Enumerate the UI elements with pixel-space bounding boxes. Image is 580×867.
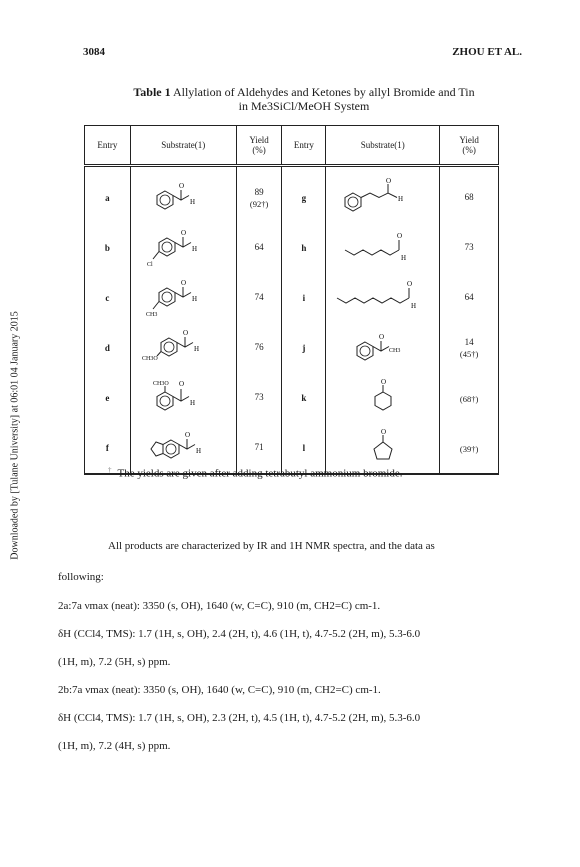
table-row: [85, 323, 499, 373]
piperonal-structure: [141, 426, 225, 470]
substrate-structure: [326, 273, 440, 323]
svg-text:H: H: [192, 295, 198, 303]
substrate-structure: [326, 166, 440, 224]
chlorobenzaldehyde-structure: [143, 226, 223, 270]
cinnamaldehyde-structure: [333, 178, 433, 218]
yield-value: 71: [236, 423, 282, 474]
svg-text:O: O: [179, 182, 185, 190]
body-intro-cont: following:: [58, 571, 104, 583]
acetophenone-structure: [343, 328, 423, 368]
table-row: [85, 373, 499, 423]
entry-label: k: [282, 373, 326, 423]
svg-text:CH3: CH3: [388, 348, 401, 354]
hexanal-structure: [333, 228, 433, 268]
table-header-row: [85, 126, 499, 166]
svg-text:O: O: [406, 280, 412, 288]
svg-text:H: H: [190, 198, 196, 206]
substrate-structure: [130, 166, 236, 224]
svg-text:H: H: [192, 245, 198, 253]
substrate-structure: [130, 223, 236, 273]
entry-label: c: [85, 273, 131, 323]
yield-value: 73: [440, 223, 499, 273]
svg-text:O: O: [181, 229, 187, 237]
compound-2b-nmr: δH (CCl4, TMS): 1.7 (1H, s, OH), 2.3 (2H, t), 4.5 (1H, t), 4.7-5.2 (2H, m), 5.3-6.0: [58, 712, 421, 724]
entry-label: e: [85, 373, 131, 423]
svg-text:H: H: [410, 302, 416, 310]
svg-text:CH3: CH3: [146, 312, 158, 318]
yield-value: 68: [440, 166, 499, 224]
svg-text:O: O: [385, 178, 391, 185]
results-table: [84, 125, 499, 475]
entry-label: h: [282, 223, 326, 273]
anisaldehyde-structure: [141, 326, 225, 370]
table-caption: [84, 85, 524, 113]
yield-value: 74: [236, 273, 282, 323]
substrate-structure: [326, 223, 440, 273]
yield-value: (39†): [440, 423, 499, 474]
svg-text:O: O: [396, 232, 402, 240]
table-row: [85, 273, 499, 323]
substrate-structure: [130, 373, 236, 423]
compound-2b-ir: 2b:7a νmax (neat): 3350 (s, OH), 1640 (w, C=C), 910 (m, CH2=C) cm-1.: [58, 684, 381, 696]
benzaldehyde-structure: [143, 178, 223, 218]
svg-text:O: O: [179, 380, 185, 388]
heptanal-structure: [331, 278, 435, 318]
svg-text:H: H: [194, 345, 200, 353]
compound-2a-nmr-cont: (1H, m), 7.2 (5H, s) ppm.: [58, 656, 171, 668]
cyclopentanone-structure: [353, 426, 413, 470]
entry-label: l: [282, 423, 326, 474]
svg-text:H: H: [190, 399, 196, 407]
entry-label: b: [85, 223, 131, 273]
table-title: Allylation of Aldehydes and Ketones by allyl Bromide and Tin: [172, 85, 475, 99]
col-header-substrate: Substrate(1): [326, 126, 440, 166]
yield-value: 64: [236, 223, 282, 273]
body-intro: All products are characterized by IR and 1H NMR spectra, and the data as: [108, 540, 435, 552]
methoxybenzaldehyde-structure: [143, 376, 223, 420]
entry-label: g: [282, 166, 326, 224]
table-label: Table 1: [133, 85, 171, 99]
entry-label: a: [85, 166, 131, 224]
svg-text:O: O: [378, 333, 384, 341]
running-head: ZHOU ET AL.: [452, 46, 522, 58]
svg-text:O: O: [183, 329, 189, 337]
entry-label: i: [282, 273, 326, 323]
yield-value: (68†): [440, 373, 499, 423]
svg-text:H: H: [397, 195, 403, 203]
table-footnote: † The yields are given after adding tetrabutyl ammonium bromide.: [108, 466, 403, 480]
tolualdehyde-structure: [143, 276, 223, 320]
compound-2b-nmr-cont: (1H, m), 7.2 (4H, s) ppm.: [58, 740, 171, 752]
svg-text:H: H: [400, 254, 406, 262]
substrate-structure: [130, 323, 236, 373]
substrate-structure: [326, 373, 440, 423]
page-number: 3084: [83, 46, 105, 58]
svg-text:Cl: Cl: [147, 262, 153, 268]
svg-text:CH3O: CH3O: [153, 381, 169, 387]
substrate-structure: [326, 323, 440, 373]
download-note: Downloaded by [Tulane University] at 06:01 04 January 2015: [9, 311, 21, 560]
svg-text:O: O: [380, 428, 386, 436]
yield-value: 14 (45†): [440, 323, 499, 373]
col-header-entry: Entry: [85, 126, 131, 166]
svg-text:O: O: [380, 378, 386, 386]
yield-value: 76: [236, 323, 282, 373]
table-row: [85, 166, 499, 224]
entry-label: d: [85, 323, 131, 373]
col-header-yield: Yield (%): [440, 126, 499, 166]
svg-text:H: H: [196, 447, 202, 455]
table-row: [85, 223, 499, 273]
table-title-line2: in Me3SiCl/MeOH System: [238, 99, 370, 113]
cyclohexanone-structure: [353, 376, 413, 420]
entry-label: j: [282, 323, 326, 373]
compound-2a-nmr: δH (CCl4, TMS): 1.7 (1H, s, OH), 2.4 (2H, t), 4.6 (1H, t), 4.7-5.2 (2H, m), 5.3-6.0: [58, 628, 421, 640]
footnote-mark: †: [108, 466, 112, 474]
svg-text:O: O: [181, 279, 187, 287]
col-header-entry: Entry: [282, 126, 326, 166]
col-header-substrate: Substrate(1): [130, 126, 236, 166]
yield-value: 89 (92†): [236, 166, 282, 224]
entry-label: f: [85, 423, 131, 474]
yield-value: 73: [236, 373, 282, 423]
col-header-yield: Yield (%): [236, 126, 282, 166]
substrate-structure: [130, 273, 236, 323]
svg-text:CH3O: CH3O: [142, 356, 158, 362]
compound-2a-ir: 2a:7a νmax (neat): 3350 (s, OH), 1640 (w, C=C), 910 (m, CH2=C) cm-1.: [58, 600, 381, 612]
svg-text:O: O: [185, 431, 191, 439]
yield-value: 64: [440, 273, 499, 323]
